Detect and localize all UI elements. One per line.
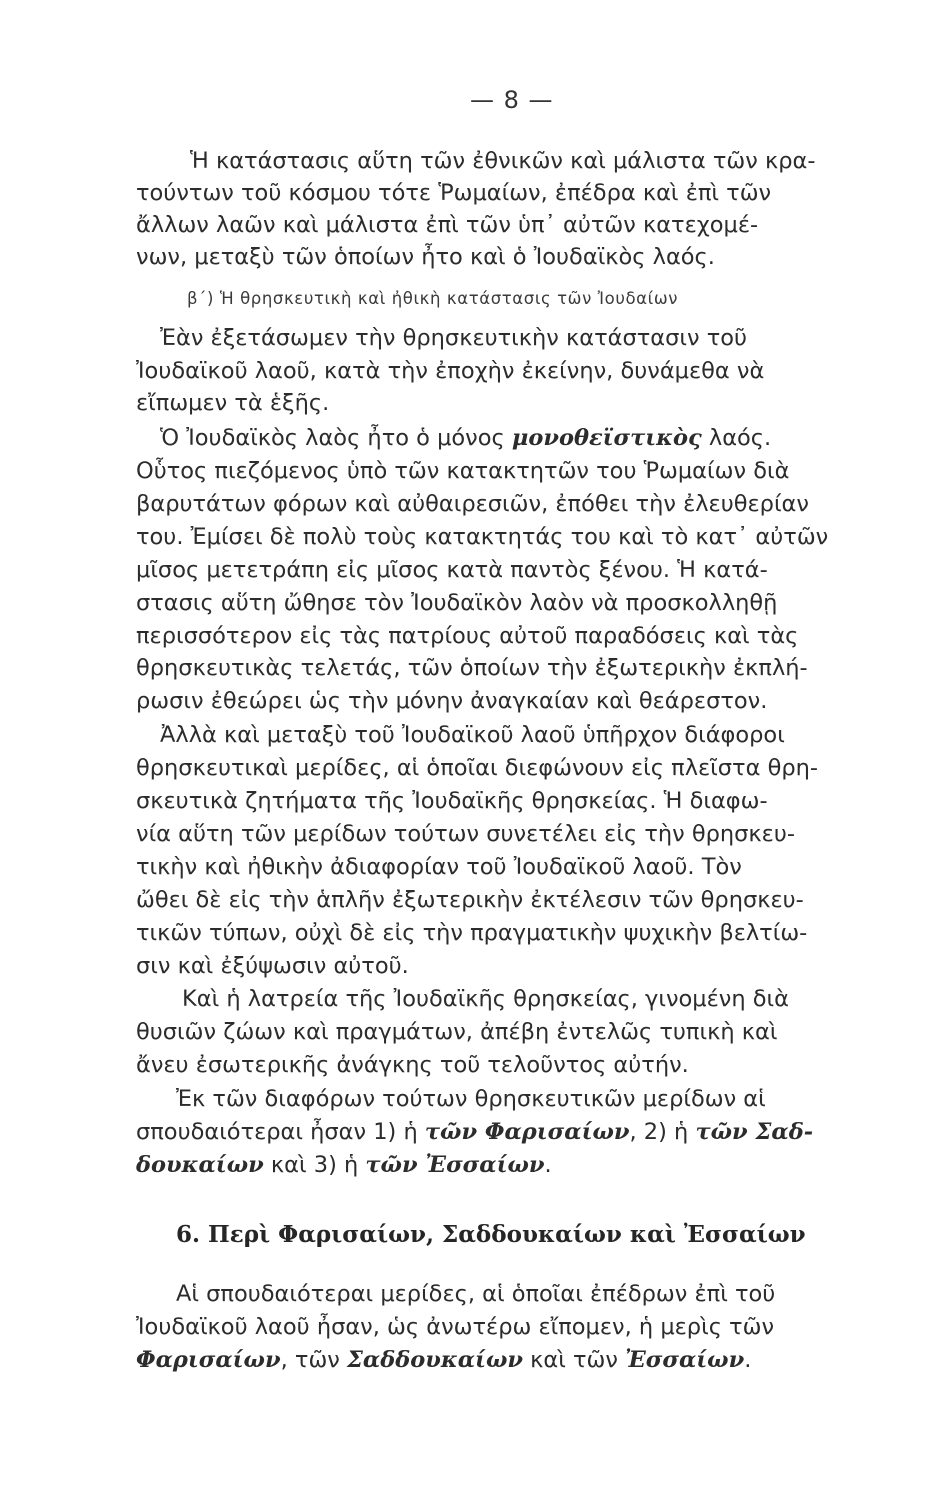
text-line: Αἱ σπουδαιότεραι μερίδες, αἱ ὁποῖαι ἐπέδρων ἐπὶ τοῦ [176, 1281, 776, 1307]
text-line: εἴπωμεν τὰ ἑξῆς. [136, 390, 330, 416]
text-line: Ἐκ τῶν διαφόρων τούτων θρησκευτικῶν μερίδων αἱ [176, 1086, 766, 1112]
text-line: τούντων τοῦ κόσμου τότε Ῥωμαίων, ἐπέδρα καὶ ἐπὶ τῶν [136, 180, 772, 206]
section-6-title: 6. Περὶ Φαρισαίων, Σαδδουκαίων καὶ Ἐσσαίων [176, 1221, 806, 1248]
text-run: , 2) ἡ [629, 1119, 689, 1145]
text-line: ὤθει δὲ εἰς τὴν ἁπλῆν ἐξωτερικὴν ἐκτέλεσιν τῶν θρησκευ- [136, 887, 804, 913]
text-line: μῖσος μετετράπη εἰς μῖσος κατὰ παντὸς ξένου. Ἡ κατά- [136, 557, 768, 583]
text-run: Ὁ Ἰουδαϊκὸς λαὸς ἦτο ὁ μόνος [160, 425, 505, 451]
emphasized-term: μονοθεϊστικὸς [511, 425, 702, 451]
text-line: νία αὕτη τῶν μερίδων τούτων συνετέλει εἰς τὴν θρησκευ- [136, 821, 795, 847]
text-run: . [544, 1152, 552, 1178]
emphasized-term: τῶν Ἐσσαίων [365, 1152, 545, 1178]
text-line [136, 1116, 813, 1148]
text-line [136, 1344, 751, 1376]
text-line: θρησκευτικὰς τελετάς, τῶν ὁποίων τὴν ἐξωτερικὴν ἐκπλή- [136, 655, 808, 681]
text-line: βαρυτάτων φόρων καὶ αὐθαιρεσιῶν, ἐπόθει τὴν ἐλευθερίαν [136, 491, 809, 517]
text-run: καὶ 3) ἡ [270, 1152, 359, 1178]
text-line: Ἀλλὰ καὶ μεταξὺ τοῦ Ἰουδαϊκοῦ λαοῦ ὑπῆρχον διάφοροι [160, 722, 785, 748]
emphasized-term: τῶν Σαδ- [695, 1119, 814, 1145]
text-line: τικὴν καὶ ἠθικὴν ἀδιαφορίαν τοῦ Ἰουδαϊκοῦ λαοῦ. Τὸν [136, 854, 742, 880]
text-line: θυσιῶν ζώων καὶ πραγμάτων, ἀπέβη ἐντελῶς τυπικὴ καὶ [136, 1019, 778, 1045]
text-line [160, 422, 771, 454]
text-line: Ἰουδαϊκοῦ λαοῦ ἦσαν, ὡς ἀνωτέρω εἴπομεν, ἡ μερὶς τῶν [136, 1314, 775, 1340]
text-run: . [744, 1347, 752, 1373]
text-run: καὶ τῶν [530, 1347, 618, 1373]
section-b-title: β΄) Ἡ θρησκευτικὴ καὶ ἠθικὴ κατάστασις τῶν Ἰουδαίων [187, 289, 679, 308]
text-line: ρωσιν ἐθεώρει ὡς τὴν μόνην ἀναγκαίαν καὶ θεάρεστον. [136, 688, 768, 714]
text-line: ἄνευ ἐσωτερικῆς ἀνάγκης τοῦ τελοῦντος αὐτήν. [136, 1052, 689, 1078]
emphasized-term: Ἐσσαίων [625, 1347, 745, 1373]
text-line: Καὶ ἡ λατρεία τῆς Ἰουδαϊκῆς θρησκείας, γινομένη διὰ [182, 986, 789, 1012]
text-line: περισσότερον εἰς τὰς πατρίους αὐτοῦ παραδόσεις καὶ τὰς [136, 623, 799, 649]
text-line: ἄλλων λαῶν καὶ μάλιστα ἐπὶ τῶν ὑπ᾿ αὐτῶν κατεχομέ- [136, 212, 759, 238]
page-number: — 8 — [470, 86, 554, 114]
text-run: , τῶν [280, 1347, 340, 1373]
emphasized-term: τῶν Φαρισαίων [424, 1119, 630, 1145]
text-line: Ἰουδαϊκοῦ λαοῦ, κατὰ τὴν ἐποχὴν ἐκείνην, δυνάμεθα νὰ [136, 358, 765, 384]
text-run: λαός. [708, 425, 772, 451]
text-line: νων, μεταξὺ τῶν ὁποίων ἦτο καὶ ὁ Ἰουδαϊκὸς λαός. [136, 244, 715, 270]
text-line [136, 1149, 552, 1181]
text-line: τικῶν τύπων, οὐχὶ δὲ εἰς τὴν πραγματικὴν ψυχικὴν βελτίω- [136, 920, 808, 946]
text-line: Οὗτος πιεζόμενος ὑπὸ τῶν κατακτητῶν του Ῥωμαίων διὰ [136, 458, 790, 484]
text-line: σκευτικὰ ζητήματα τῆς Ἰουδαϊκῆς θρησκείας. Ἡ διαφω- [136, 788, 768, 814]
text-line: θρησκευτικαὶ μερίδες, αἱ ὁποῖαι διεφώνουν εἰς πλεῖστα θρη- [136, 755, 819, 781]
text-line: σιν καὶ ἐξύψωσιν αὐτοῦ. [136, 953, 409, 979]
emphasized-term: Φαρισαίων [136, 1347, 281, 1373]
text-line: στασις αὕτη ὤθησε τὸν Ἰουδαϊκὸν λαὸν νὰ προσκολληθῇ [136, 590, 778, 616]
emphasized-term: δουκαίων [136, 1152, 264, 1178]
text-line: του. Ἐμίσει δὲ πολὺ τοὺς κατακτητάς του καὶ τὸ κατ᾿ αὐτῶν [136, 524, 829, 550]
emphasized-term: Σαδδουκαίων [347, 1347, 523, 1373]
text-line: Ἐὰν ἐξετάσωμεν τὴν θρησκευτικὴν κατάστασιν τοῦ [160, 325, 748, 351]
text-run: σπουδαιότεραι ἦσαν 1) ἡ [136, 1119, 418, 1145]
text-line: Ἡ κατάστασις αὕτη τῶν ἐθνικῶν καὶ μάλιστα τῶν κρα- [190, 148, 816, 174]
